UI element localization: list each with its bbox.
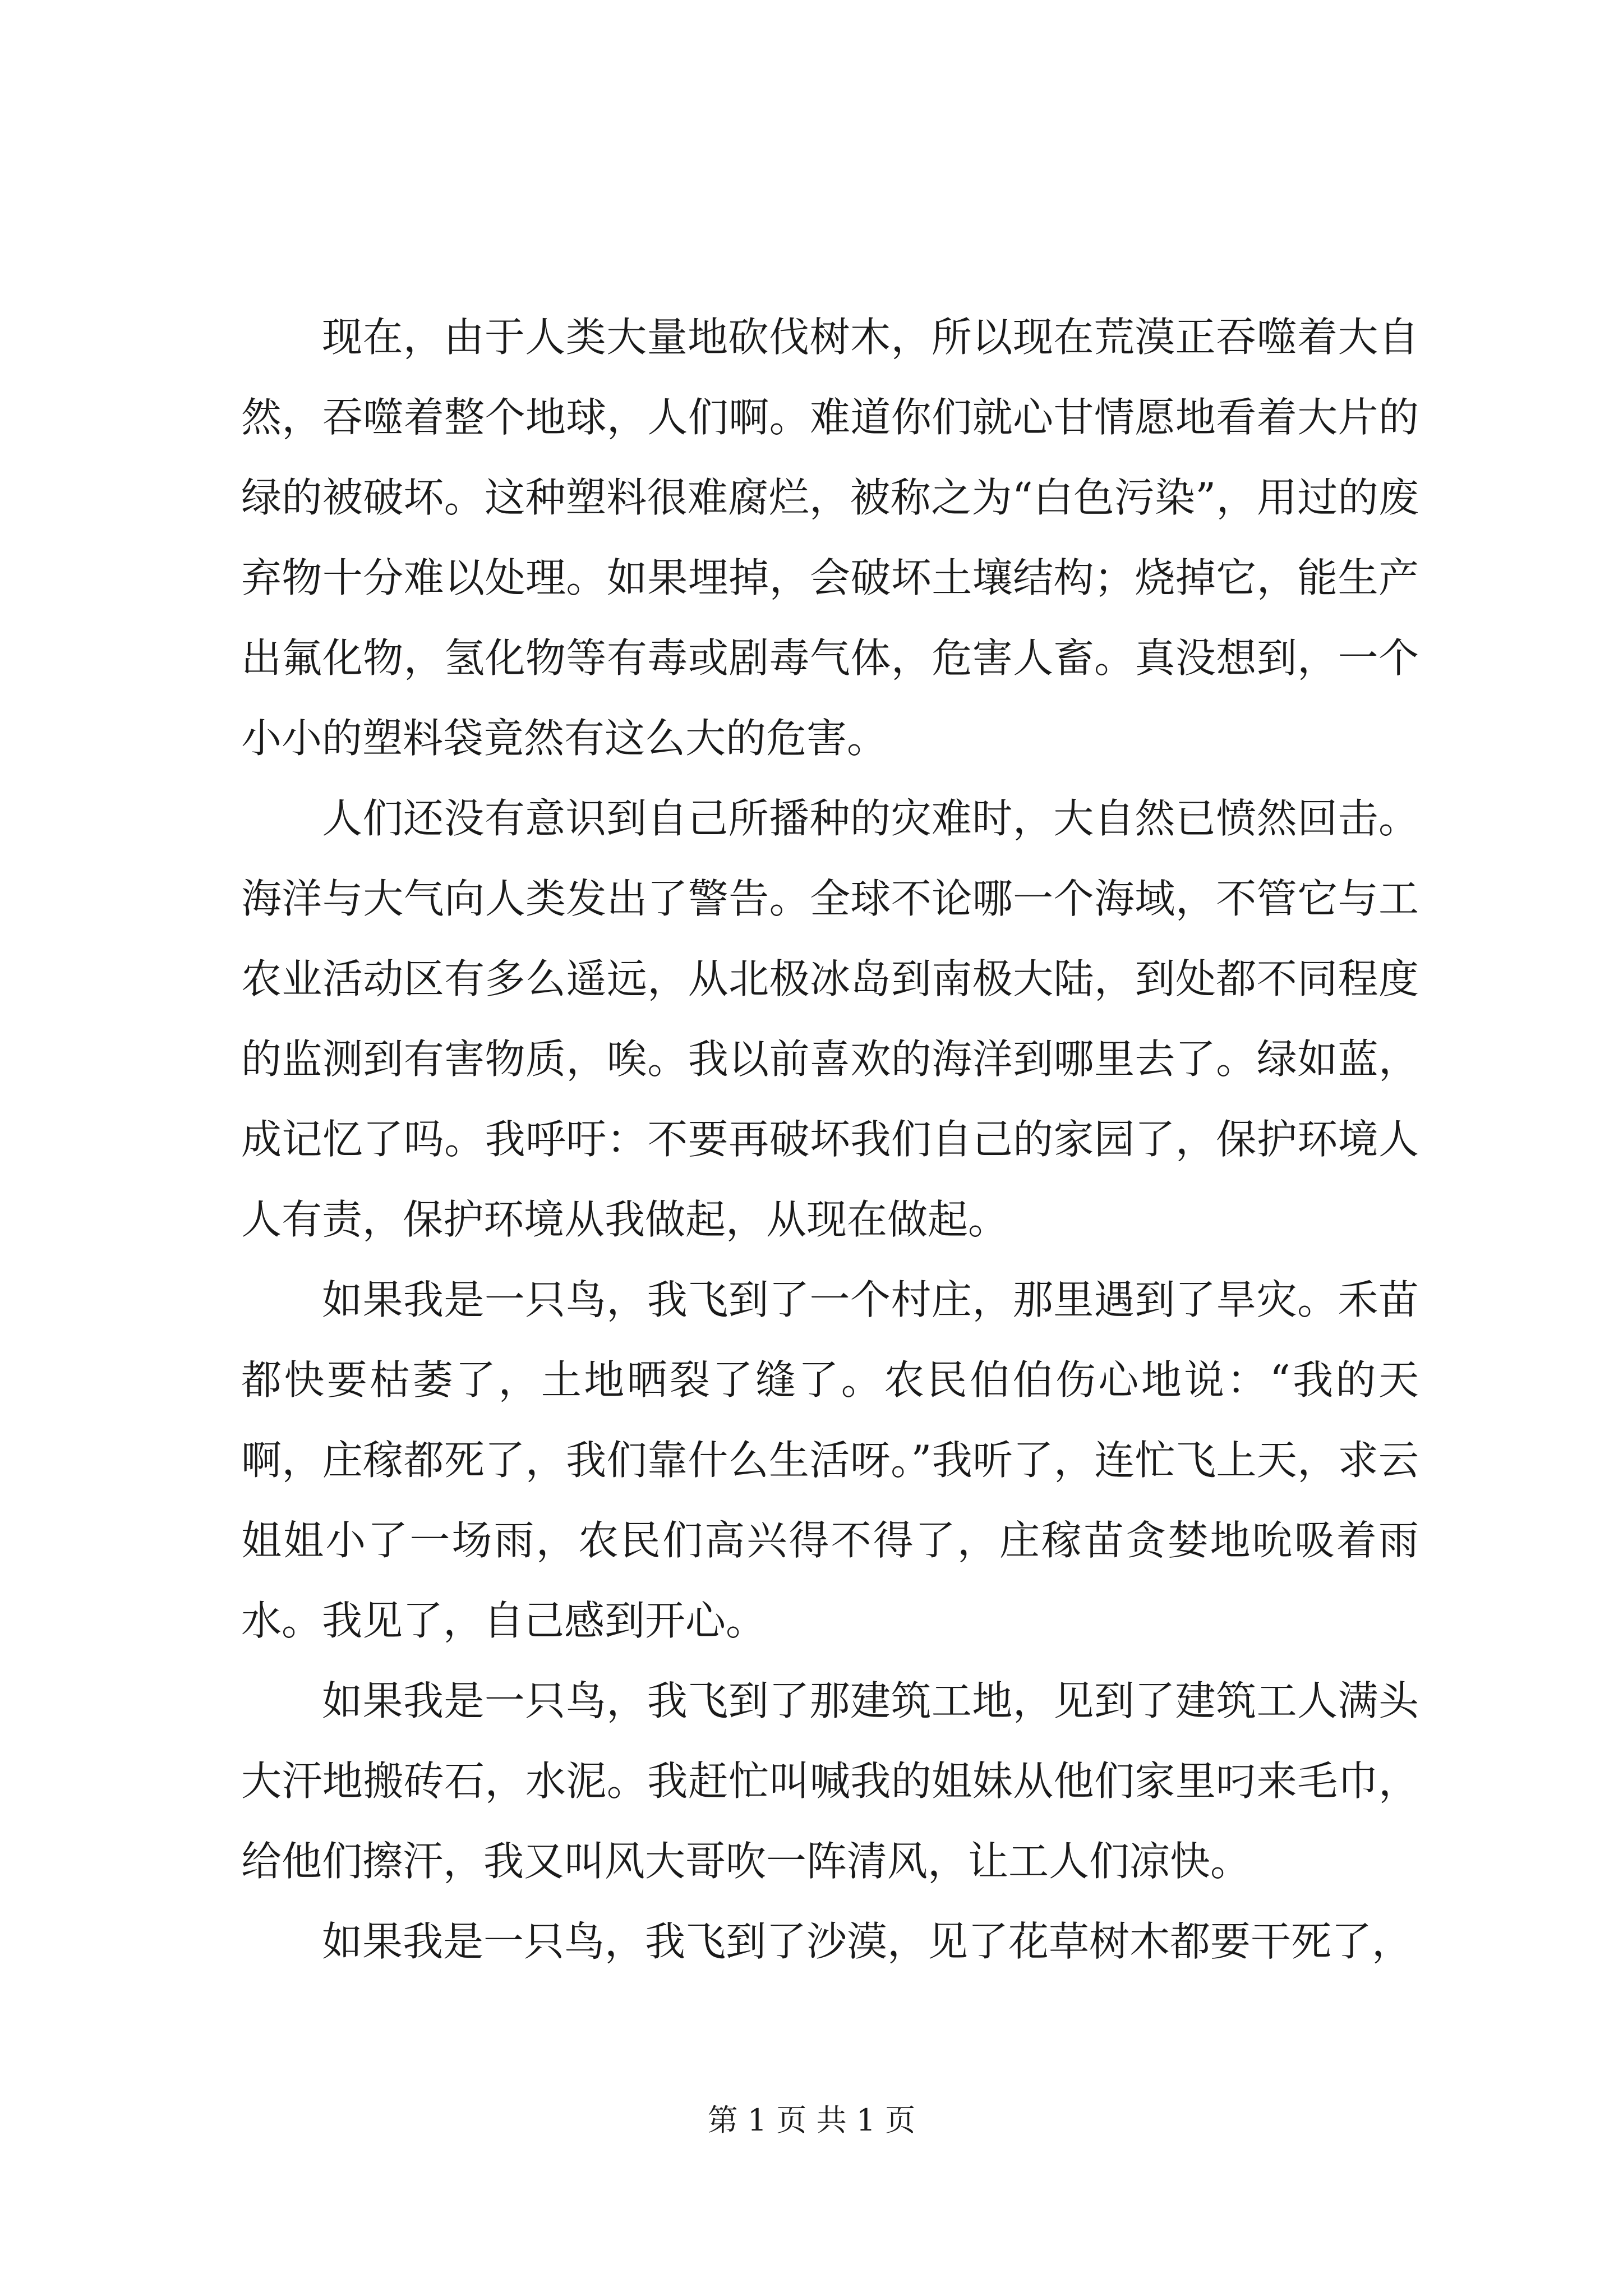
page-number-footer: 第 1 页 共 1 页 [707,2102,916,2138]
paragraph-2: 人们还没有意识到自己所播种的灾难时，大自然已愤然回击。海洋与大气向人类发出了警告。全球不论哪一个海域，不管它与工农业活动区有多么遥远，从北极冰岛到南极大陆，到处都不同程度的监测到有害物质，唉。我以前喜欢的海洋到哪里去了。绿如蓝，成记忆了吗。我呼吁：不要再破坏我们自己的家园了，保护环境人人有责，保护环境从我做起，从现在做起。 [241,795,1419,1243]
paragraph-1: 现在，由于人类大量地砍伐树木，所以现在荒漠正吞噬着大自然，吞噬着整个地球，人们啊。难道你们就心甘情愿地看着大片的绿的被破坏。这种塑料很难腐烂，被称之为“白色污染”，用过的废弃物十分难以处理。如果埋掉，会破坏土壤结构；烧掉它，能生产出氟化物，氢化物等有毒或剧毒气体，危害人畜。真没想到，一个小小的塑料袋竟然有这么大的危害。 [241,314,1419,762]
paragraph-4: 如果我是一只鸟，我飞到了那建筑工地，见到了建筑工人满头大汗地搬砖石，水泥。我赶忙叫喊我的姐妹从他们家里叼来毛巾，给他们擦汗，我又叫风大哥吹一阵清风，让工人们凉快。 [241,1677,1419,1885]
document-body [241,297,1419,1982]
paragraph-3: 如果我是一只鸟，我飞到了一个村庄，那里遇到了旱灾。禾苗都快要枯萎了，土地晒裂了缝了。农民伯伯伤心地说：“我的天啊，庄稼都死了，我们靠什么生活呀。”我听了，连忙飞上天，求云姐姐小了一场雨，农民们高兴得不得了，庄稼苗贪婪地吮吸着雨水。我见了，自己感到开心。 [241,1276,1419,1644]
paragraph-5: 如果我是一只鸟，我飞到了沙漠，见了花草树木都要干死了， [322,1918,1413,1965]
